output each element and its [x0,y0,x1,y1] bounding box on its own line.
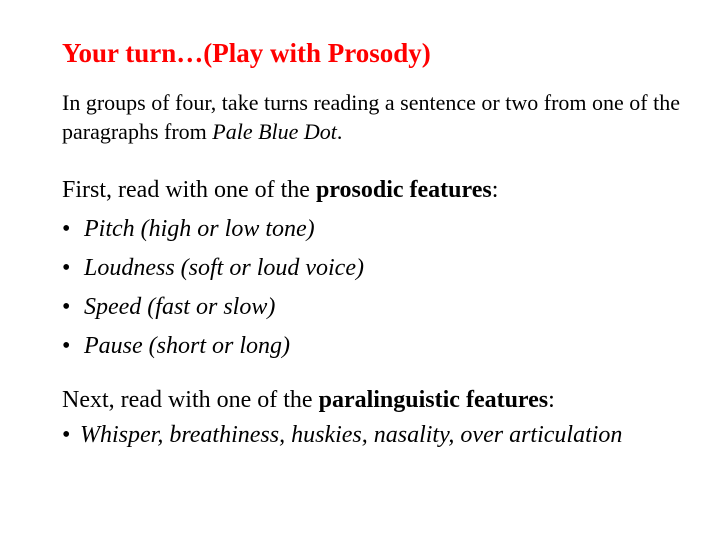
list-item-text: Speed (fast or slow) [84,294,276,320]
intro-text: In groups of four, take turns reading a sentence or two from one of the paragraphs from [62,90,680,144]
list-item-text: Whisper, breathiness, huskies, nasality, over articulation [80,422,623,448]
prosodic-lead-colon: : [491,177,499,203]
list-item-text: Pause (short or long) [84,333,290,359]
bullet-icon: • [62,333,71,359]
book-title: Pale Blue Dot [212,119,337,144]
bullet-icon: • [62,216,71,242]
paralinguistic-features-term: paralinguistic features [318,387,549,413]
paralinguistic-lead-text: Next, read with one of the [62,387,319,413]
list-item [62,327,702,366]
bullet-icon: • [62,255,71,281]
bullet-icon: • [62,294,71,320]
list-item [62,249,702,288]
paralinguistic-lead [62,380,702,420]
paralinguistic-lead-colon: : [548,387,555,413]
prosodic-features-term: prosodic features [315,177,492,203]
intro-period: . [336,119,343,144]
prosodic-lead [62,170,702,210]
paralinguistic-section [62,380,702,451]
list-item [62,420,702,451]
list-item-text: Pitch (high or low tone) [84,216,315,242]
prosodic-lead-text: First, read with one of the [62,177,316,203]
slide-title: Your turn…(Play with Prosody) [62,38,431,68]
paralinguistic-feature-list [62,420,702,451]
intro-paragraph [62,88,682,146]
list-item [62,288,702,327]
bullet-icon: • [62,422,71,448]
prosodic-feature-list [62,210,702,366]
list-item [62,210,702,249]
prosodic-section [62,170,702,366]
list-item-text: Loudness (soft or loud voice) [84,255,364,281]
